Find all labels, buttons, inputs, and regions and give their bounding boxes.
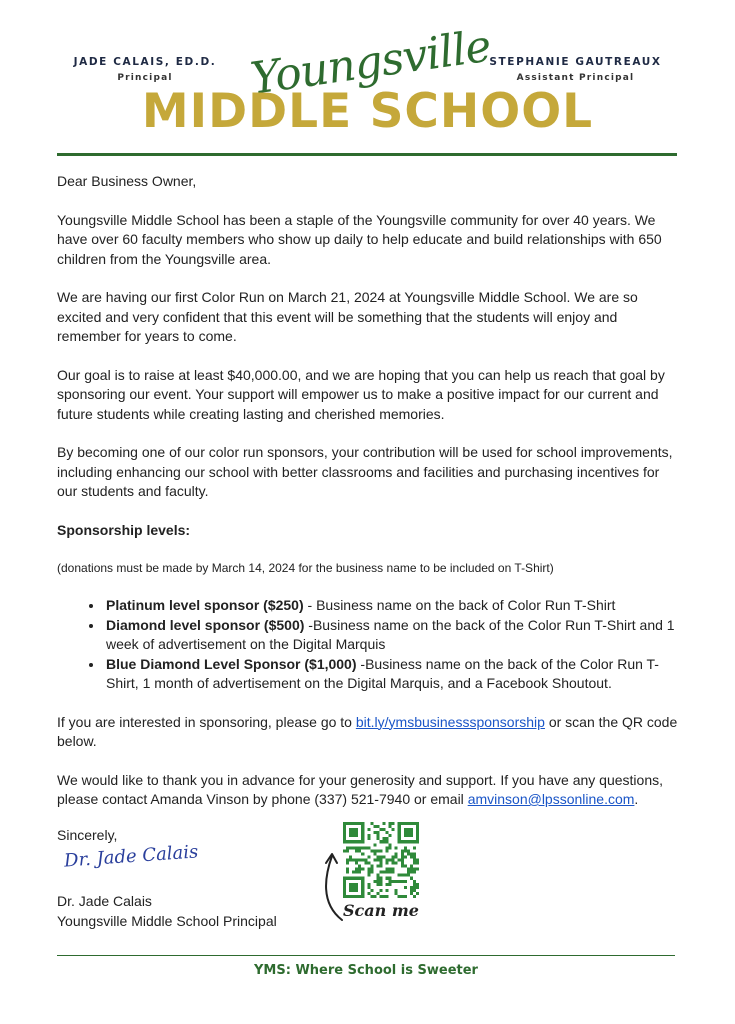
logo-script-text: Youngsville [247, 20, 494, 105]
letter-body [57, 172, 682, 829]
signer-name: Dr. Jade Calais [57, 893, 152, 909]
footer-divider [57, 955, 675, 956]
sponsorship-note: (donations must be made by March 14, 2024 for the business name to be included on T-Shirt) [57, 561, 554, 575]
principal-header [60, 56, 230, 83]
list-item [104, 596, 682, 616]
sponsorship-levels-list [57, 596, 682, 694]
paragraph-thanks [57, 771, 682, 810]
paragraph-intro: Youngsville Middle School has been a staple of the Youngsville community for over 40 years. We have over 60 faculty members who show up daily to help educate and build relationships with 650 children from the Youngsville area. [57, 211, 662, 267]
paragraph-color-run: We are having our first Color Run on March 21, 2024 at Youngsville Middle School. We are so excited and very confident that this event will be something that the students will enjoy and remember for years to come. [57, 289, 638, 344]
list-item [104, 616, 682, 655]
header-divider [57, 153, 677, 156]
signer-title: Youngsville Middle School Principal [57, 913, 277, 929]
assistant-principal-name: STEPHANIE GAUTREAUX [489, 56, 662, 68]
email-link[interactable]: amvinson@lpssonline.com [467, 791, 635, 807]
level-name: Diamond level sponsor ($500) [106, 616, 305, 633]
interest-text: If you are interested in sponsoring, please go to [57, 713, 356, 730]
logo-block-text: MIDDLE SCHOOL [141, 84, 594, 139]
salutation: Dear Business Owner, [57, 173, 197, 189]
scan-me-caption: Scan me [343, 901, 419, 920]
level-name: Platinum level sponsor ($250) [106, 597, 304, 613]
closing: Sincerely, [57, 827, 118, 843]
level-description: -Business name on the back of the Color Run T-Shirt, 1 month of advertisement on the Digital Marquis, and a Facebook Shoutout. [106, 655, 659, 691]
qr-code-icon[interactable] [343, 822, 419, 898]
thanks-text: We would like to thank you in advance for your generosity and support. If you have any questions, please contact Amanda Vinson by phone (337) 521-7940 or email [57, 771, 663, 807]
interest-text-after: or scan the QR code below. [57, 713, 678, 749]
assistant-principal-header [483, 56, 668, 83]
signature: Dr. Jade Calais [63, 841, 199, 872]
list-item [104, 655, 682, 694]
level-name: Blue Diamond Level Sponsor ($1,000) [106, 655, 357, 672]
principal-name: JADE CALAIS, ED.D. [73, 56, 217, 68]
sponsorship-link[interactable]: bit.ly/ymsbusinesssponsorship [355, 713, 545, 730]
paragraph-goal: Our goal is to raise at least $40,000.00, and we are hoping that you can help us reach that goal by sponsoring our event. Your support will empower us to make a positive impact for our current and future students while creating lasting and cherished memories. [57, 366, 665, 422]
paragraph-interest [57, 713, 682, 752]
paragraph-contribution: By becoming one of our color run sponsors, your contribution will be used for school improvements, including enhancing our school with better classrooms and facilities and purchasing incentives for our students and faculty. [57, 444, 673, 499]
assistant-principal-role: Assistant Principal [516, 73, 635, 83]
sponsorship-heading: Sponsorship levels: [57, 521, 191, 538]
footer-tagline: YMS: Where School is Sweeter [254, 963, 478, 978]
level-description: - Business name on the back of Color Run T-Shirt [303, 597, 616, 613]
principal-role: Principal [117, 73, 173, 83]
thanks-text-after: . [634, 791, 639, 807]
signer-block [57, 891, 277, 931]
level-description: -Business name on the back of the Color Run T-Shirt and 1 week of advertisement on the Digital Marquis [106, 616, 675, 652]
